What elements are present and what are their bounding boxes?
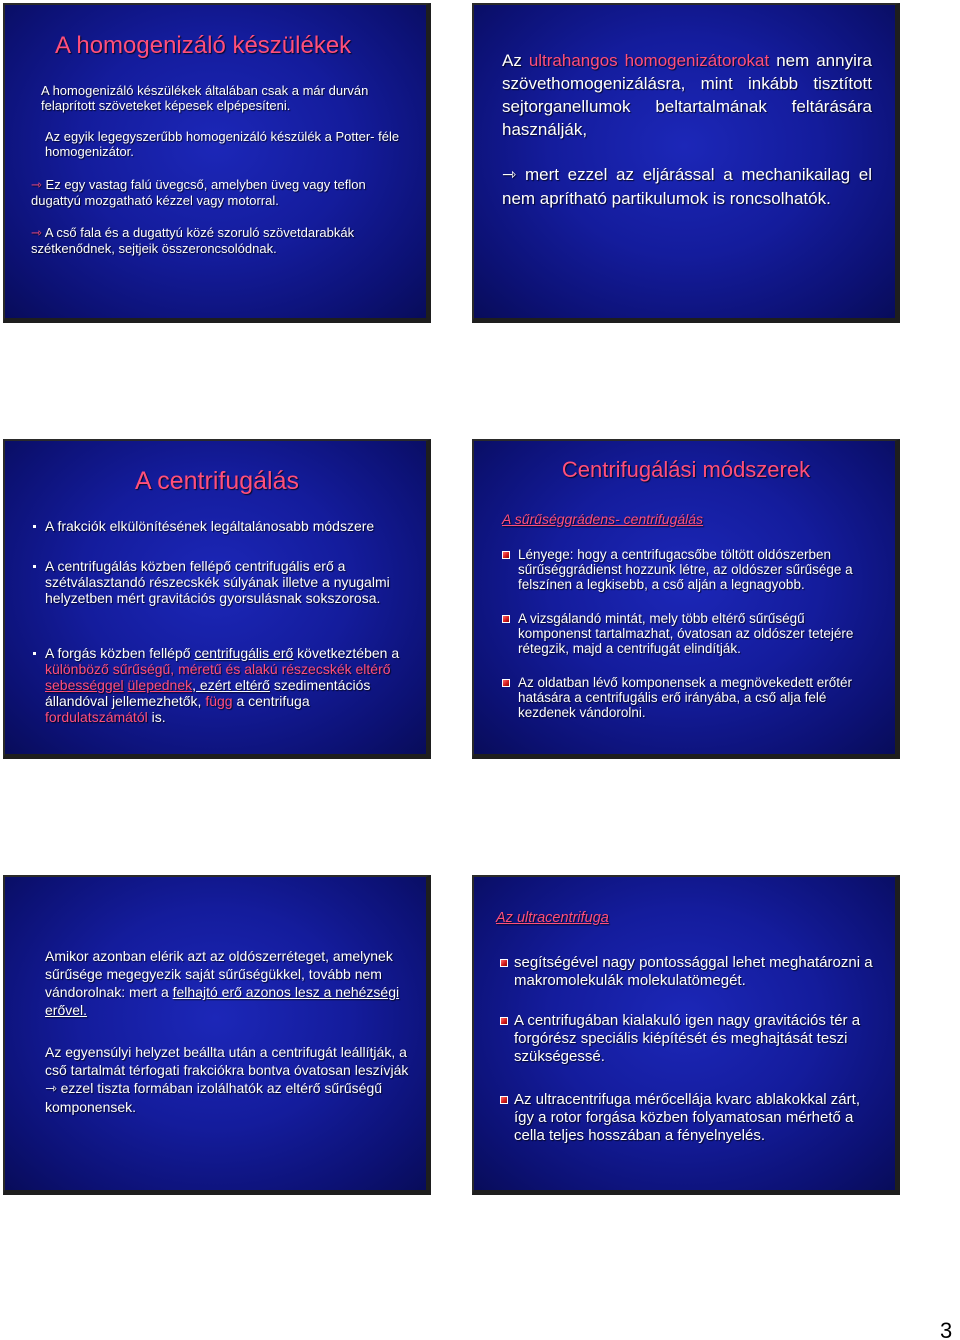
list-item [518,675,880,720]
right-arrow-icon: ⇾ [31,226,42,241]
paragraph [45,1043,415,1116]
list-item-text: A frakciók elkülönítésének legáltalánosabb módszere [45,518,375,534]
highlight-text: ülepednek [127,677,193,693]
text-run: ezzel tiszta formában izolálhatók az eltérő sűrűségű komponensek. [45,1080,383,1115]
text-run: következtében a [297,645,400,661]
list-item-text: A vizsgálandó mintát, mely több eltérő sűrűségű komponenst tartalmazhat, óvatosan az oldószer tetejére rétegzik, majd a centrifugát elindítják. [518,611,854,656]
slide-equilibrium [3,875,431,1195]
paragraph-text: A cső fala és a dugattyú közé szoruló szövetdarabkák szétkenődnek, sejtjeik összeroncsolódnak. [31,225,355,256]
paragraph-text: Ez egy vastag falú üvegcső, amelyben üveg vagy teflon dugattyú mozgatható kézzel vagy motorral. [31,177,366,208]
slide-centrifugation-methods [472,439,900,759]
list-item-text: Az oldatban lévő komponensek a megnövekedett erőtér hatására a centrifugális erő irányába, a cső alja felé kezdenek vándorolni. [518,675,852,720]
arrow-paragraph [502,163,872,210]
slide-subtitle: A sűrűséggrádens- centrifugálás [502,511,704,527]
red-square-bullet-icon [502,679,510,687]
slide-title: A homogenizáló készülékek [55,32,352,59]
list-item [514,1091,884,1145]
text-run: is. [151,709,166,725]
slide-title: Centrifugálási módszerek [561,457,811,482]
highlight-text: ultrahangos homogenizátorokat [528,51,770,70]
slide-subtitle: Az ultracentrifuga [496,910,609,926]
list-item [514,1012,884,1066]
list-item-text: Az ultracentrifuga mérőcellája kvarc ablakokkal zárt, így a rotor forgása közben folyamatosan mérhető a cella teljes hosszában a fényelnyelés. [514,1091,860,1144]
highlight-text: függ [205,693,233,709]
paragraph [502,49,872,141]
right-arrow-icon: ⇾ [502,165,517,185]
red-square-bullet-icon [500,959,508,967]
underlined-text: , ezért eltérő [192,677,270,693]
red-square-bullet-icon [502,551,510,559]
right-arrow-icon: ⇾ [45,1081,57,1097]
text-run: A forgás közben fellépő [45,645,191,661]
page-number: 3 [940,1318,953,1340]
list-item [45,645,415,725]
list-item [518,547,880,592]
white-dot-bullet-icon [33,652,36,655]
red-square-bullet-icon [502,615,510,623]
slide-homogenizers [3,3,431,323]
arrow-paragraph [31,225,411,256]
paragraph-text: mert ezzel az eljárással a mechanikailag el nem aprítható partikulumok is roncsolhatók. [502,165,872,208]
highlight-text: sebességgel [45,677,124,693]
underlined-text: felhajtó erő azonos lesz a nehézségi erővel. [45,984,400,1018]
red-square-bullet-icon [500,1096,508,1104]
list-item [518,611,880,656]
text-run: nem annyira szövethomogenizálásra, mint inkább tisztított sejtorganellumok beltartalmának feltárására használják, [502,51,872,139]
red-square-bullet-icon [500,1017,508,1025]
list-item-text: segítségével nagy pontossággal lehet meghatározni a makromolekulák molekulatömegét. [514,954,873,989]
text-run: Amikor azonban elérik azt az oldószerréteget, amelynek sűrűsége megegyezik saját sűrűségükkel, tovább nem vándorolnak: mert a [45,948,393,1000]
right-arrow-icon: ⇾ [31,178,42,193]
paragraph: A homogenizáló készülékek általában csak a már durván felaprított szöveteket képesek elpépesíteni. [41,83,369,113]
paragraph: Az egyik legegyszerűbb homogenizáló készülék a Potter- féle homogenizátor. [45,129,400,159]
list-item [45,518,415,534]
text-run: szedimentációs állandóval jellemezhetők, [45,677,371,709]
list-item [514,954,884,990]
slide-ultracentrifuge [472,875,900,1195]
slide-centrifugation [3,439,431,759]
text-run: Az [502,51,522,70]
slide-title: A centrifugálás [135,467,299,495]
text-run: Az egyensúlyi helyzet beállta után a centrifugát leállítják, a cső tartalmát térfogati frakciókra bontva óvatosan leszívják [45,1044,409,1078]
white-dot-bullet-icon [33,525,36,528]
white-dot-bullet-icon [33,565,36,568]
list-item-text: A centrifugálás közben fellépő centrifugális erő a szétválasztandó részecskék súlyának illetve a nyugalmi helyzetben mért gravitációs gyorsulásnak sokszorosa. [45,558,390,606]
underlined-text: centrifugális erő [194,645,294,661]
highlight-text: különböző sűrűségű, méretű és alakú részecskék eltérő [45,661,391,677]
arrow-paragraph [31,177,411,208]
paragraph [45,947,415,1019]
slide-ultrasonic-homogenizers [472,3,900,323]
highlight-text: fordulatszámától [45,709,148,725]
list-item [45,558,415,606]
list-item-text: A centrifugában kialakuló igen nagy gravitációs tér a forgórész speciális kiépítését és meghajtását teszi szükségessé. [514,1012,861,1065]
list-item-text: Lényege: hogy a centrifugacsőbe töltött oldószerben sűrűséggrádienst hozzunk létre, az oldószer sűrűsége a felszínen a legkisebb, a cső alján a legnagyobb. [518,547,853,592]
text-run: a centrifuga [236,693,310,709]
